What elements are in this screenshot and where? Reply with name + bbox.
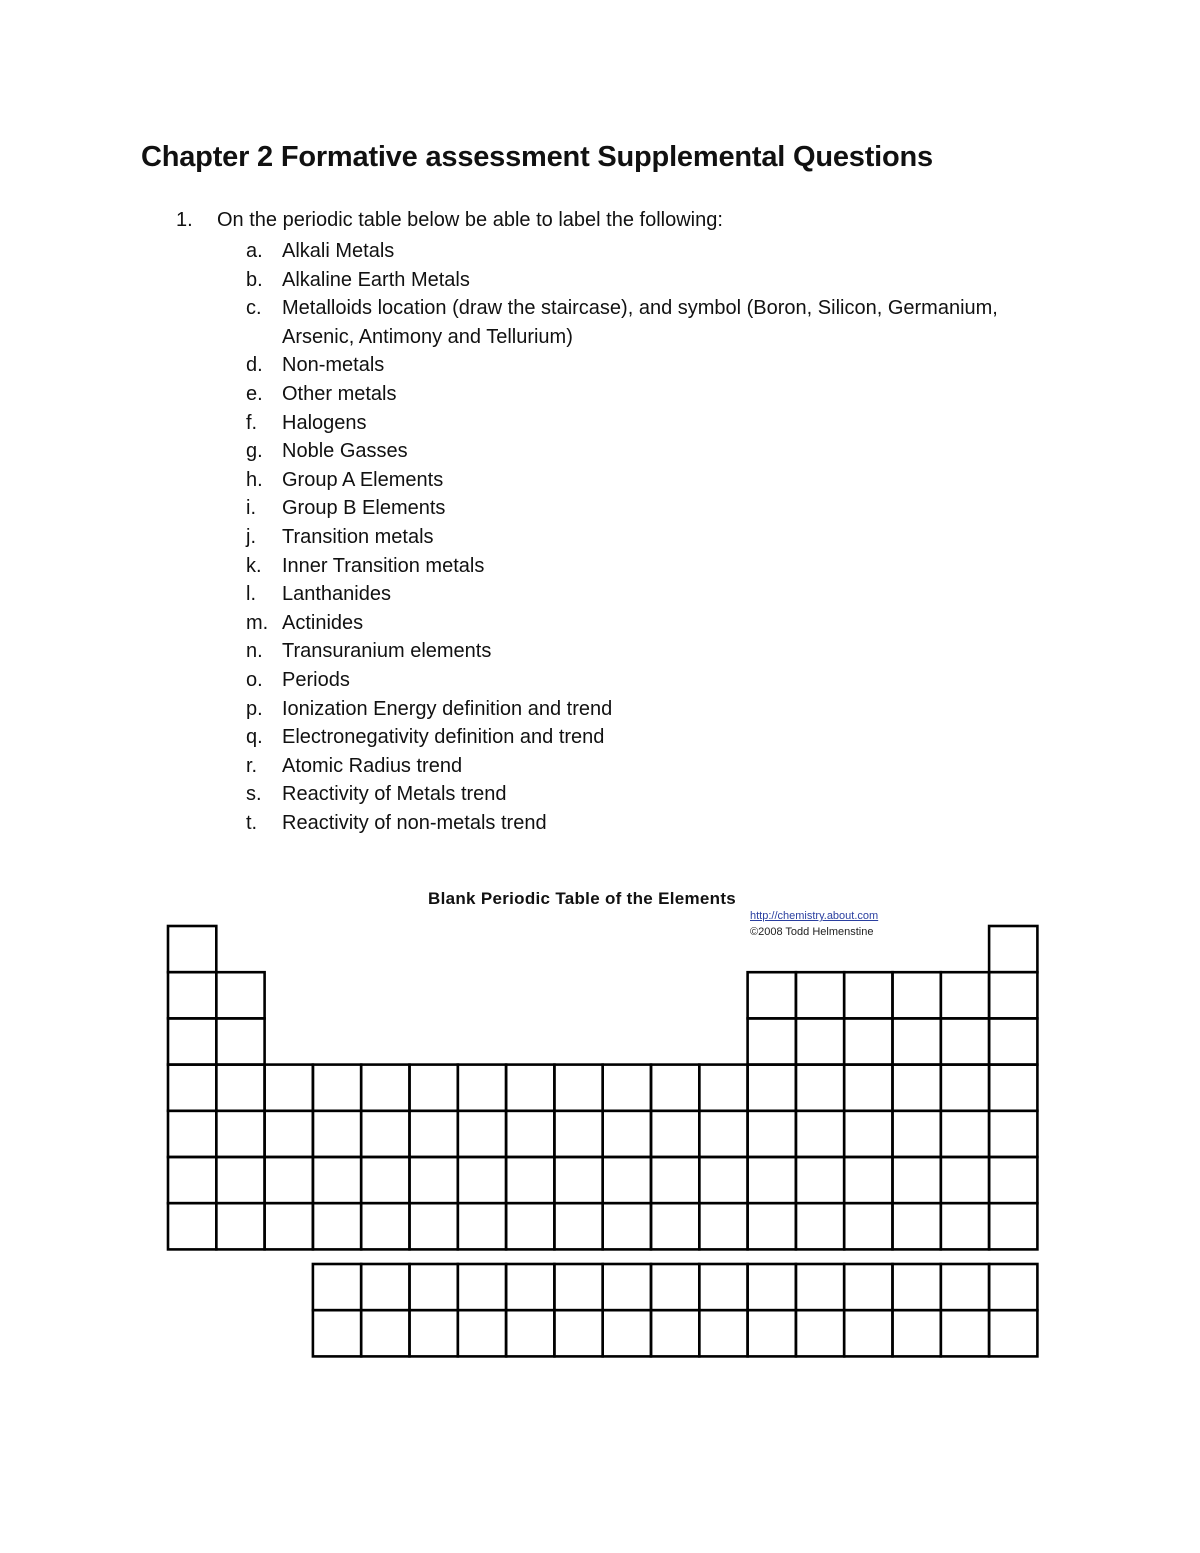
inner-transition-cell bbox=[410, 1264, 458, 1310]
element-cell bbox=[410, 1203, 458, 1249]
inner-transition-cell bbox=[699, 1264, 747, 1310]
element-cell bbox=[748, 972, 796, 1018]
list-item-letter: m. bbox=[246, 611, 269, 634]
inner-transition-cell bbox=[651, 1264, 699, 1310]
inner-transition-cell bbox=[313, 1310, 361, 1356]
element-cell bbox=[410, 1111, 458, 1157]
element-cell bbox=[941, 1203, 989, 1249]
element-cell bbox=[748, 1157, 796, 1203]
inner-transition-cell bbox=[844, 1310, 892, 1356]
inner-transition-cell bbox=[796, 1310, 844, 1356]
element-cell bbox=[265, 1065, 313, 1111]
element-cell bbox=[458, 1065, 506, 1111]
list-item-letter: h. bbox=[246, 468, 263, 491]
element-cell bbox=[844, 1018, 892, 1064]
list-item-letter: r. bbox=[246, 754, 258, 777]
question-number: 1. bbox=[176, 209, 193, 231]
element-cell bbox=[989, 972, 1037, 1018]
element-cell bbox=[168, 1111, 216, 1157]
element-cell bbox=[554, 1203, 602, 1249]
inner-transition-cell bbox=[844, 1264, 892, 1310]
element-cell bbox=[216, 1203, 264, 1249]
inner-transition-cell bbox=[699, 1310, 747, 1356]
inner-transition-cell bbox=[651, 1310, 699, 1356]
list-item-text: Non-metals bbox=[282, 354, 385, 377]
list-item-letter: l. bbox=[246, 583, 256, 606]
element-cell bbox=[265, 1111, 313, 1157]
inner-transition-cell bbox=[893, 1264, 941, 1310]
element-cell bbox=[893, 1157, 941, 1203]
element-cell bbox=[651, 1111, 699, 1157]
list-item-text: Periods bbox=[282, 668, 350, 691]
element-cell bbox=[989, 1203, 1037, 1249]
element-cell bbox=[458, 1111, 506, 1157]
list-item-letter: a. bbox=[246, 240, 263, 262]
element-cell bbox=[796, 972, 844, 1018]
element-cell bbox=[554, 1065, 602, 1111]
element-cell bbox=[506, 1111, 554, 1157]
element-cell bbox=[506, 1157, 554, 1203]
element-cell bbox=[844, 1157, 892, 1203]
list-item-text: Other metals bbox=[282, 382, 397, 405]
element-cell bbox=[603, 1111, 651, 1157]
list-item-letter: c. bbox=[246, 297, 262, 320]
element-cell bbox=[603, 1203, 651, 1249]
list-item-letter: b. bbox=[246, 268, 263, 291]
element-cell bbox=[893, 1018, 941, 1064]
element-cell bbox=[748, 1203, 796, 1249]
list-item-text: Metalloids location (draw the staircase), and symbol (Boron, Silicon, Germanium, Arsenic, Antimony and Tellurium) bbox=[282, 297, 998, 348]
list-item-letter: j. bbox=[246, 525, 256, 548]
list-item-text: Alkali Metals bbox=[282, 240, 395, 262]
inner-transition-cell bbox=[361, 1310, 409, 1356]
element-cell bbox=[748, 1018, 796, 1064]
list-item-letter: p. bbox=[246, 697, 263, 720]
list-item-letter: e. bbox=[246, 382, 263, 405]
inner-transition-cell bbox=[410, 1310, 458, 1356]
element-cell bbox=[265, 1203, 313, 1249]
element-cell bbox=[216, 1018, 264, 1064]
list-item-text: Group B Elements bbox=[282, 497, 446, 520]
list-item-letter: o. bbox=[246, 668, 263, 691]
element-cell bbox=[748, 1111, 796, 1157]
element-cell bbox=[796, 1111, 844, 1157]
element-cell bbox=[603, 1065, 651, 1111]
element-cell bbox=[748, 1065, 796, 1111]
element-cell bbox=[893, 1203, 941, 1249]
element-cell bbox=[168, 1065, 216, 1111]
element-cell bbox=[554, 1111, 602, 1157]
inner-transition-cell bbox=[554, 1264, 602, 1310]
list-item-text: Transition metals bbox=[282, 525, 434, 548]
element-cell bbox=[989, 1157, 1037, 1203]
element-cell bbox=[989, 926, 1037, 972]
element-cell bbox=[989, 1111, 1037, 1157]
inner-transition-cell bbox=[893, 1310, 941, 1356]
inner-transition-cell bbox=[554, 1310, 602, 1356]
element-cell bbox=[893, 1065, 941, 1111]
element-cell bbox=[506, 1203, 554, 1249]
list-item-letter: i. bbox=[246, 497, 256, 520]
list-item-letter: s. bbox=[246, 783, 262, 806]
list-item-text: Atomic Radius trend bbox=[282, 754, 463, 777]
element-cell bbox=[651, 1157, 699, 1203]
inner-transition-cell bbox=[313, 1264, 361, 1310]
element-cell bbox=[458, 1157, 506, 1203]
element-cell bbox=[651, 1203, 699, 1249]
element-cell bbox=[941, 1157, 989, 1203]
inner-transition-cell bbox=[941, 1310, 989, 1356]
list-item-text: Electronegativity definition and trend bbox=[282, 726, 605, 749]
element-cell bbox=[796, 1157, 844, 1203]
list-item-text: Actinides bbox=[282, 611, 364, 634]
element-cell bbox=[844, 972, 892, 1018]
element-cell bbox=[361, 1203, 409, 1249]
element-cell bbox=[313, 1065, 361, 1111]
element-cell bbox=[699, 1157, 747, 1203]
element-cell bbox=[699, 1203, 747, 1249]
list-item-text: Reactivity of Metals trend bbox=[282, 783, 507, 806]
list-item-text: Ionization Energy definition and trend bbox=[282, 697, 613, 720]
element-cell bbox=[168, 972, 216, 1018]
element-cell bbox=[168, 926, 216, 972]
element-cell bbox=[410, 1157, 458, 1203]
inner-transition-cell bbox=[603, 1264, 651, 1310]
list-item-text: Reactivity of non-metals trend bbox=[282, 811, 547, 834]
element-cell bbox=[313, 1157, 361, 1203]
list-item-letter: n. bbox=[246, 640, 263, 663]
element-cell bbox=[699, 1065, 747, 1111]
element-cell bbox=[410, 1065, 458, 1111]
element-cell bbox=[844, 1111, 892, 1157]
inner-transition-cell bbox=[506, 1264, 554, 1310]
element-cell bbox=[216, 1157, 264, 1203]
element-cell bbox=[554, 1157, 602, 1203]
element-cell bbox=[216, 1065, 264, 1111]
element-cell bbox=[361, 1065, 409, 1111]
element-cell bbox=[168, 1157, 216, 1203]
element-cell bbox=[941, 972, 989, 1018]
question-text: On the periodic table below be able to label the following: bbox=[217, 209, 723, 231]
periodic-table-title: Blank Periodic Table of the Elements bbox=[428, 889, 737, 908]
periodic-table-source-link[interactable]: http://chemistry.about.com bbox=[750, 910, 879, 922]
inner-transition-cell bbox=[458, 1310, 506, 1356]
element-cell bbox=[603, 1157, 651, 1203]
inner-transition-cell bbox=[458, 1264, 506, 1310]
element-cell bbox=[844, 1203, 892, 1249]
element-cell bbox=[796, 1065, 844, 1111]
list-item-text: Lanthanides bbox=[282, 583, 391, 606]
element-cell bbox=[989, 1065, 1037, 1111]
element-cell bbox=[265, 1157, 313, 1203]
element-cell bbox=[796, 1203, 844, 1249]
element-cell bbox=[313, 1111, 361, 1157]
inner-transition-cell bbox=[989, 1310, 1037, 1356]
inner-transition-cell bbox=[748, 1310, 796, 1356]
element-cell bbox=[989, 1018, 1037, 1064]
page-title: Chapter 2 Formative assessment Supplemental Questions bbox=[141, 141, 933, 173]
list-item-letter: d. bbox=[246, 354, 263, 377]
element-cell bbox=[651, 1065, 699, 1111]
element-cell bbox=[893, 972, 941, 1018]
element-cell bbox=[699, 1111, 747, 1157]
element-cell bbox=[941, 1018, 989, 1064]
inner-transition-cell bbox=[796, 1264, 844, 1310]
periodic-table-copyright: ©2008 Todd Helmenstine bbox=[750, 926, 874, 938]
element-cell bbox=[941, 1111, 989, 1157]
element-cell bbox=[844, 1065, 892, 1111]
element-cell bbox=[796, 1018, 844, 1064]
element-cell bbox=[361, 1157, 409, 1203]
list-item-text: Group A Elements bbox=[282, 468, 444, 491]
list-item-letter: k. bbox=[246, 554, 262, 577]
list-item-text: Halogens bbox=[282, 411, 367, 434]
element-cell bbox=[168, 1203, 216, 1249]
inner-transition-cell bbox=[941, 1264, 989, 1310]
inner-transition-cell bbox=[989, 1264, 1037, 1310]
list-item-letter: q. bbox=[246, 726, 263, 749]
element-cell bbox=[216, 1111, 264, 1157]
element-cell bbox=[168, 1018, 216, 1064]
list-item-text: Inner Transition metals bbox=[282, 554, 485, 577]
element-cell bbox=[458, 1203, 506, 1249]
element-cell bbox=[216, 972, 264, 1018]
element-cell bbox=[893, 1111, 941, 1157]
list-item-letter: f. bbox=[246, 411, 258, 434]
element-cell bbox=[506, 1065, 554, 1111]
list-item-letter: t. bbox=[246, 811, 258, 834]
element-cell bbox=[941, 1065, 989, 1111]
inner-transition-cell bbox=[603, 1310, 651, 1356]
list-item-letter: g. bbox=[246, 440, 263, 463]
element-cell bbox=[361, 1111, 409, 1157]
list-item-text: Transuranium elements bbox=[282, 640, 492, 663]
list-item-text: Noble Gasses bbox=[282, 440, 408, 463]
inner-transition-cell bbox=[361, 1264, 409, 1310]
inner-transition-cell bbox=[748, 1264, 796, 1310]
element-cell bbox=[313, 1203, 361, 1249]
inner-transition-cell bbox=[506, 1310, 554, 1356]
list-item-text: Alkaline Earth Metals bbox=[282, 268, 470, 291]
